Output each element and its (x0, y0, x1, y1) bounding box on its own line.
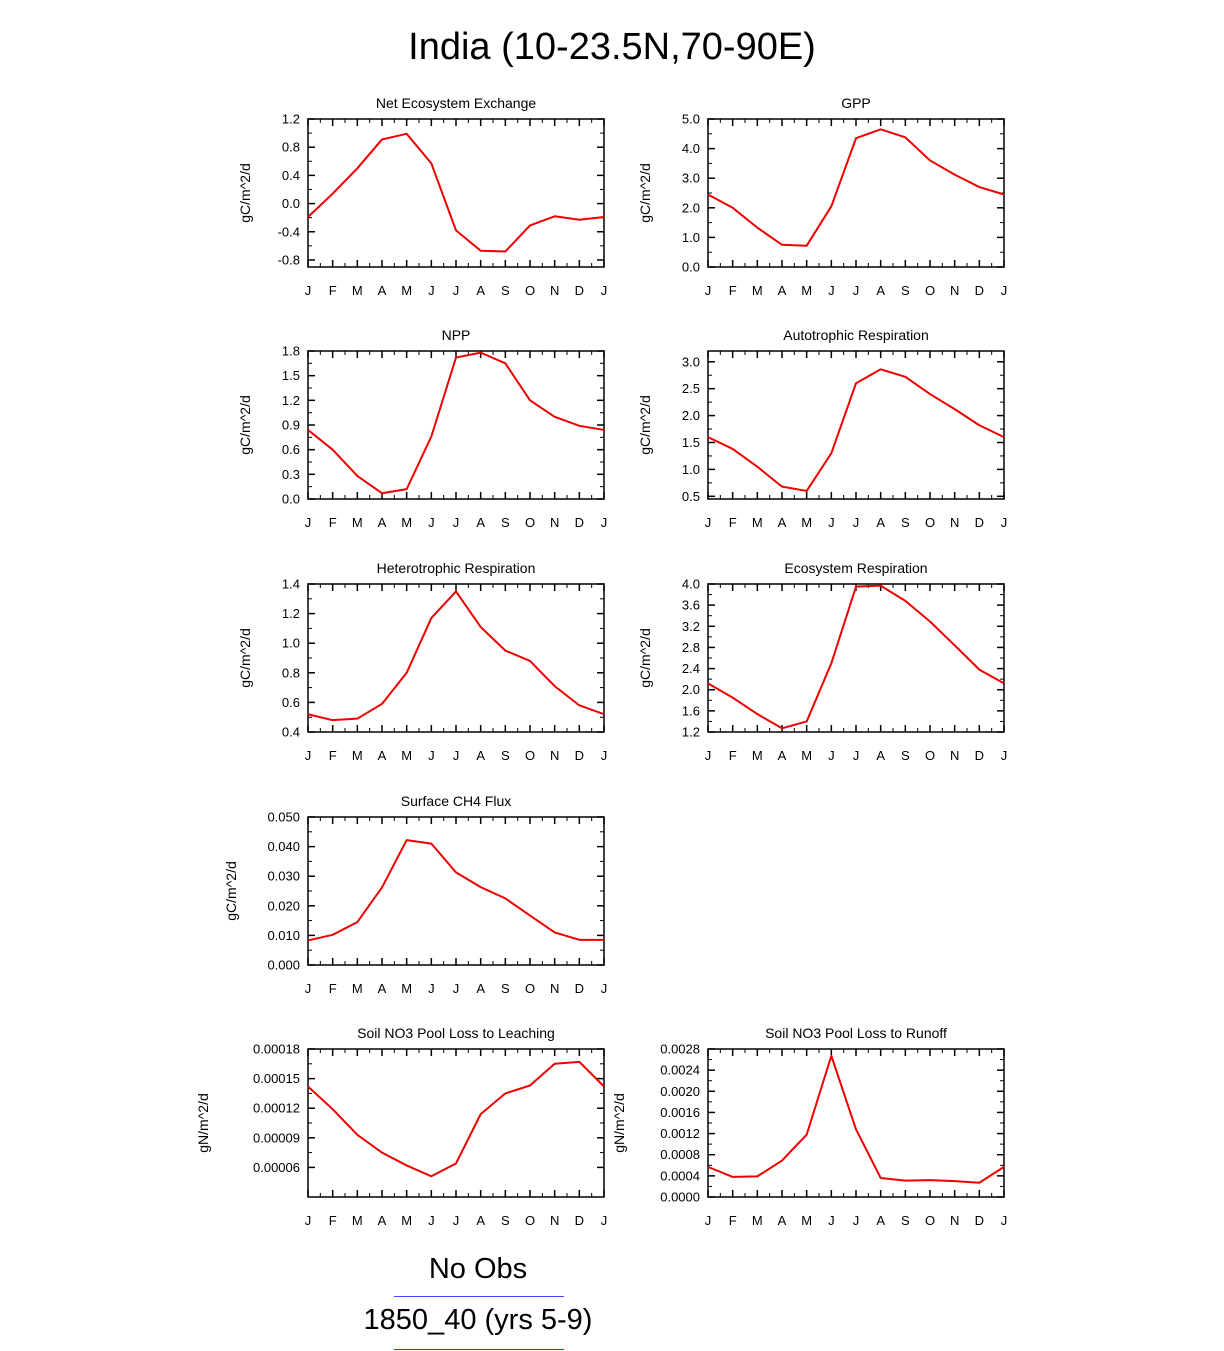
chart-title: Soil NO3 Pool Loss to Leaching (357, 1025, 555, 1041)
x-tick-label: M (401, 515, 413, 530)
x-tick-label: M (401, 1213, 413, 1228)
plot-frame (308, 119, 604, 267)
x-tick-label: J (452, 981, 460, 996)
x-tick-label: A (377, 515, 387, 530)
x-tick-label: J (704, 748, 712, 763)
x-tick-label: A (876, 1213, 886, 1228)
x-tick-label: F (328, 1213, 337, 1228)
plot-frame (308, 817, 604, 965)
x-tick-label: O (924, 1213, 936, 1228)
x-tick-label: J (428, 748, 435, 763)
plot-frame (708, 119, 1004, 267)
y-tick-label: 0.3 (281, 466, 300, 482)
y-tick-label: 0.050 (267, 809, 300, 825)
x-tick-label: O (924, 748, 936, 763)
chart-title: Soil NO3 Pool Loss to Runoff (765, 1025, 947, 1041)
y-tick-label: 2.0 (681, 408, 700, 424)
x-tick-label: J (828, 748, 835, 763)
y-tick-label: 0.0008 (660, 1147, 700, 1163)
x-tick-label: S (500, 283, 510, 298)
legend-label-obs: No Obs (428, 1253, 528, 1285)
x-tick-label: M (751, 748, 763, 763)
x-tick-label: F (728, 283, 737, 298)
x-tick-label: M (351, 748, 363, 763)
x-tick-label: O (524, 283, 536, 298)
x-tick-label: O (524, 1213, 536, 1228)
y-tick-label: 3.0 (681, 170, 700, 186)
y-tick-label: 3.6 (681, 597, 700, 613)
y-axis-label: gC/m^2/d (223, 861, 239, 921)
y-tick-label: 0.000 (267, 957, 300, 973)
x-tick-label: F (328, 981, 337, 996)
y-tick-label: 0.0004 (660, 1168, 700, 1184)
x-tick-label: S (500, 981, 510, 996)
x-tick-label: A (476, 1213, 486, 1228)
x-tick-label: A (876, 515, 886, 530)
x-tick-label: M (351, 981, 363, 996)
x-tick-label: S (500, 1213, 510, 1228)
y-tick-label: 1.2 (281, 392, 300, 408)
x-tick-label: D (974, 1213, 985, 1228)
x-tick-label: D (974, 283, 985, 298)
x-tick-label: O (524, 981, 536, 996)
x-tick-label: J (828, 283, 835, 298)
x-tick-label: O (924, 515, 936, 530)
chart-autotrophic-respiration (636, 327, 1012, 535)
y-axis-label: gC/m^2/d (237, 395, 253, 455)
chart-soil-no3-runoff (610, 1025, 1012, 1233)
y-tick-label: 1.2 (681, 724, 700, 740)
x-tick-label: A (476, 981, 486, 996)
y-tick-label: 0.010 (267, 927, 300, 943)
y-tick-label: 0.8 (281, 665, 300, 681)
x-tick-label: D (574, 515, 585, 530)
x-tick-label: D (974, 515, 985, 530)
chart-title: NPP (441, 327, 471, 343)
x-tick-label: A (476, 748, 486, 763)
x-tick-label: S (500, 515, 510, 530)
chart-title: Ecosystem Respiration (784, 560, 928, 576)
x-tick-label: J (828, 1213, 835, 1228)
x-tick-label: A (777, 283, 787, 298)
y-tick-label: 1.0 (281, 635, 300, 651)
x-tick-label: J (452, 748, 460, 763)
x-tick-label: F (728, 1213, 737, 1228)
chart-heterotrophic-respiration (236, 560, 612, 768)
plot-frame (308, 584, 604, 732)
series-line (708, 586, 1004, 729)
y-tick-label: 2.4 (681, 661, 700, 677)
plot-frame (708, 351, 1004, 499)
x-tick-label: J (704, 515, 712, 530)
y-tick-label: 1.4 (281, 576, 300, 592)
y-tick-label: 1.0 (681, 229, 700, 245)
legend-line-obs (394, 1296, 564, 1297)
y-tick-label: 0.0000 (660, 1189, 700, 1205)
chart-title: GPP (841, 95, 871, 111)
x-tick-label: M (351, 283, 363, 298)
x-tick-label: M (801, 283, 813, 298)
x-tick-label: J (600, 1213, 608, 1228)
x-tick-label: J (1000, 515, 1008, 530)
x-tick-label: D (574, 981, 585, 996)
x-tick-label: J (852, 515, 860, 530)
y-tick-label: 0.0 (281, 491, 300, 507)
x-tick-label: F (728, 515, 737, 530)
x-tick-label: J (852, 1213, 860, 1228)
y-tick-label: 4.0 (681, 576, 700, 592)
x-tick-label: N (549, 283, 560, 298)
x-tick-label: J (704, 1213, 712, 1228)
y-tick-label: 0.0012 (660, 1126, 700, 1142)
x-tick-label: J (428, 283, 435, 298)
y-tick-label: 3.2 (681, 618, 700, 634)
x-tick-label: A (476, 283, 486, 298)
x-tick-label: M (401, 748, 413, 763)
series-line (308, 353, 604, 494)
y-axis-label: gC/m^2/d (637, 628, 653, 688)
y-axis-label: gN/m^2/d (195, 1093, 211, 1153)
y-axis-label: gC/m^2/d (237, 628, 253, 688)
y-tick-label: 0.4 (281, 167, 300, 183)
x-tick-label: J (852, 748, 860, 763)
y-tick-label: 1.5 (281, 368, 300, 384)
x-tick-label: S (900, 748, 910, 763)
y-tick-label: 5.0 (681, 111, 700, 127)
series-line (708, 369, 1004, 491)
y-tick-label: -0.8 (277, 252, 300, 268)
series-line (308, 1062, 604, 1176)
x-tick-label: O (924, 283, 936, 298)
x-tick-label: F (728, 748, 737, 763)
chart-title: Autotrophic Respiration (783, 327, 929, 343)
x-tick-label: A (476, 515, 486, 530)
x-tick-label: D (574, 283, 585, 298)
x-tick-label: J (304, 748, 312, 763)
y-tick-label: 2.0 (681, 200, 700, 216)
x-tick-label: A (777, 515, 787, 530)
legend-label-model: 1850_40 (yrs 5-9) (363, 1304, 593, 1336)
y-tick-label: 0.0016 (660, 1104, 700, 1120)
x-tick-label: N (949, 748, 960, 763)
x-tick-label: J (452, 1213, 460, 1228)
x-tick-label: F (328, 515, 337, 530)
x-tick-label: J (428, 1213, 435, 1228)
x-tick-label: J (600, 981, 608, 996)
x-tick-label: J (452, 283, 460, 298)
chart-surface-ch4-flux (222, 793, 612, 1001)
y-tick-label: 1.8 (281, 343, 300, 359)
x-tick-label: N (949, 515, 960, 530)
y-axis-label: gC/m^2/d (637, 395, 653, 455)
y-axis-label: gC/m^2/d (637, 163, 653, 223)
chart-soil-no3-leaching (194, 1025, 612, 1233)
plot-frame (708, 1049, 1004, 1197)
x-tick-label: S (900, 1213, 910, 1228)
y-tick-label: 0.0 (281, 196, 300, 212)
x-tick-label: J (304, 283, 312, 298)
legend-line-model (394, 1349, 564, 1350)
chart-ecosystem-respiration (636, 560, 1012, 768)
x-tick-label: M (751, 515, 763, 530)
x-tick-label: A (377, 1213, 387, 1228)
x-tick-label: J (428, 981, 435, 996)
x-tick-label: A (876, 748, 886, 763)
x-tick-label: A (377, 748, 387, 763)
x-tick-label: J (1000, 283, 1008, 298)
x-tick-label: M (401, 981, 413, 996)
x-tick-label: A (377, 981, 387, 996)
series-line (708, 1056, 1004, 1183)
y-tick-label: 1.2 (281, 111, 300, 127)
x-tick-label: A (777, 748, 787, 763)
y-tick-label: 0.8 (281, 139, 300, 155)
x-tick-label: F (328, 283, 337, 298)
x-tick-label: A (777, 1213, 787, 1228)
y-axis-label: gN/m^2/d (611, 1093, 627, 1153)
y-tick-label: 3.0 (681, 354, 700, 370)
x-tick-label: N (549, 1213, 560, 1228)
x-tick-label: N (549, 981, 560, 996)
x-tick-label: S (500, 748, 510, 763)
x-tick-label: M (801, 748, 813, 763)
y-tick-label: 1.5 (681, 434, 700, 450)
y-tick-label: 0.020 (267, 898, 300, 914)
x-tick-label: J (852, 283, 860, 298)
x-tick-label: M (751, 1213, 763, 1228)
plot-frame (308, 351, 604, 499)
y-tick-label: 2.5 (681, 381, 700, 397)
x-tick-label: J (452, 515, 460, 530)
x-tick-label: M (401, 283, 413, 298)
y-tick-label: 0.6 (281, 442, 300, 458)
chart-gpp (636, 95, 1012, 303)
y-tick-label: 0.0 (681, 259, 700, 275)
x-tick-label: M (801, 515, 813, 530)
y-tick-label: 2.8 (681, 639, 700, 655)
chart-npp (236, 327, 612, 535)
x-tick-label: O (524, 748, 536, 763)
y-tick-label: 4.0 (681, 141, 700, 157)
y-tick-label: 1.0 (681, 461, 700, 477)
page-title: India (10-23.5N,70-90E) (408, 26, 816, 68)
x-tick-label: N (949, 1213, 960, 1228)
x-tick-label: M (351, 1213, 363, 1228)
x-tick-label: F (328, 748, 337, 763)
x-tick-label: M (351, 515, 363, 530)
series-line (308, 591, 604, 720)
x-tick-label: J (828, 515, 835, 530)
x-tick-label: J (1000, 748, 1008, 763)
y-tick-label: 0.5 (681, 488, 700, 504)
x-tick-label: J (1000, 1213, 1008, 1228)
x-tick-label: O (524, 515, 536, 530)
x-tick-label: D (974, 748, 985, 763)
y-axis-label: gC/m^2/d (237, 163, 253, 223)
y-tick-label: 0.9 (281, 417, 300, 433)
y-tick-label: 0.0024 (660, 1062, 700, 1078)
y-tick-label: 0.00012 (253, 1100, 300, 1116)
series-line (708, 129, 1004, 245)
x-tick-label: J (428, 515, 435, 530)
x-tick-label: M (801, 1213, 813, 1228)
x-tick-label: D (574, 1213, 585, 1228)
chart-net-ecosystem-exchange (236, 95, 612, 303)
chart-title: Surface CH4 Flux (400, 793, 512, 809)
y-tick-label: 0.6 (281, 694, 300, 710)
x-tick-label: S (900, 515, 910, 530)
x-tick-label: D (574, 748, 585, 763)
x-tick-label: N (549, 748, 560, 763)
y-tick-label: 2.0 (681, 682, 700, 698)
plot-frame (308, 1049, 604, 1197)
x-tick-label: N (549, 515, 560, 530)
y-tick-label: 0.00006 (253, 1159, 300, 1175)
x-tick-label: J (304, 1213, 312, 1228)
x-tick-label: J (600, 748, 608, 763)
y-tick-label: 1.6 (681, 703, 700, 719)
x-tick-label: A (876, 283, 886, 298)
y-tick-label: 0.4 (281, 724, 300, 740)
chart-title: Net Ecosystem Exchange (375, 95, 537, 111)
y-tick-label: 0.00015 (253, 1071, 300, 1087)
y-tick-label: -0.4 (277, 224, 300, 240)
x-tick-label: S (900, 283, 910, 298)
y-tick-label: 0.030 (267, 868, 300, 884)
x-tick-label: J (304, 515, 312, 530)
x-tick-label: J (600, 283, 608, 298)
y-tick-label: 0.0028 (660, 1041, 700, 1057)
x-tick-label: J (704, 283, 712, 298)
y-tick-label: 0.040 (267, 839, 300, 855)
series-line (308, 134, 604, 252)
y-tick-label: 0.0020 (660, 1083, 700, 1099)
y-tick-label: 1.2 (281, 606, 300, 622)
y-tick-label: 0.00018 (253, 1041, 300, 1057)
y-tick-label: 0.00009 (253, 1130, 300, 1146)
x-tick-label: J (304, 981, 312, 996)
x-tick-label: N (949, 283, 960, 298)
x-tick-label: A (377, 283, 387, 298)
x-tick-label: J (600, 515, 608, 530)
chart-title: Heterotrophic Respiration (376, 560, 536, 576)
x-tick-label: M (751, 283, 763, 298)
series-line (308, 840, 604, 940)
